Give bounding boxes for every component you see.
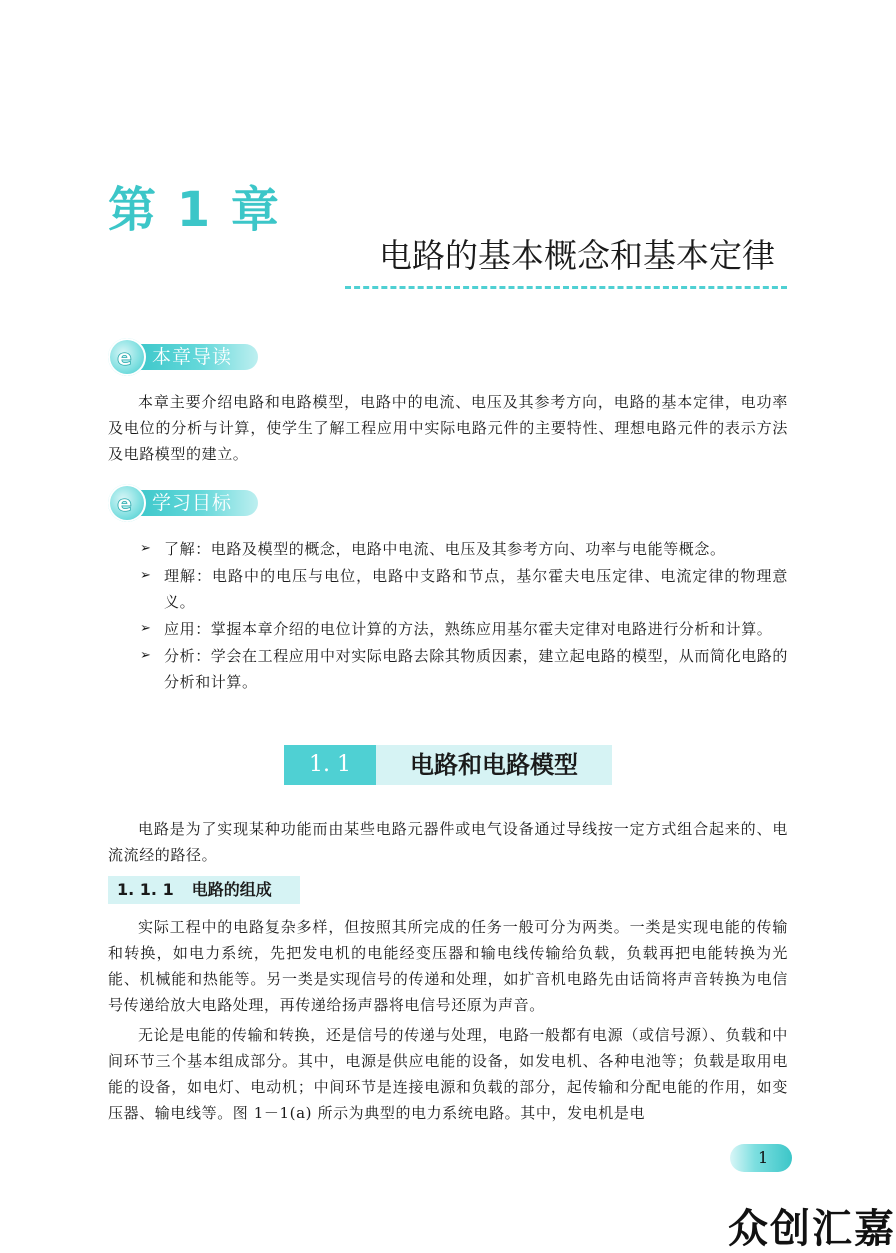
intro-badge: [108, 338, 308, 376]
section-number: 1. 1: [284, 745, 376, 785]
arrow-bullet-icon: ➢: [140, 541, 152, 556]
arrow-bullet-icon: ➢: [140, 568, 152, 583]
subsection-number: 1. 1. 1: [117, 880, 174, 899]
svg-text:e: e: [117, 346, 132, 371]
e-circle-icon: [108, 338, 146, 376]
chapter-label: 第 1 章: [108, 182, 281, 238]
objectives-list: [140, 536, 788, 696]
body-paragraph: 实际工程中的电路复杂多样，但按照其所完成的任务一般可分为两类。一类是实现电能的传输和转换，如电力系统，先把发电机的电能经变压器和输电线传输给负载，负载再把电能转换为光能、机械能和热能等。另一类是实现信号的传递和处理，如扩音机电路先由话筒将声音转换为电信号传递给放大电路处理，再传递给扬声器将电信号还原为声音。: [108, 918, 788, 1014]
section-title: 电路和电路模型: [376, 745, 612, 785]
subsection-heading: [108, 876, 300, 904]
chapter-title-dashed-rule: [345, 286, 787, 289]
subsection-title: 电路的组成: [191, 880, 272, 899]
body-paragraph: 无论是电能的传输和转换，还是信号的传递与处理，电路一般都有电源（或信号源）、负载和中间环节三个基本组成部分。其中，电源是供应电能的设备，如发电机、各种电池等；负载是取用电能的设备，如电灯、电动机；中间环节是连接电源和负载的部分，起传输和分配电能的作用，如变压器、输电线等。图 1－1(a) 所示为典型的电力系统电路。其中，发电机是电: [108, 1026, 788, 1122]
list-item: [140, 643, 788, 695]
list-item: [140, 563, 788, 615]
arrow-bullet-icon: ➢: [140, 621, 152, 636]
page-number: 1: [758, 1148, 769, 1167]
e-circle-icon: [108, 484, 146, 522]
objective-text: 理解：电路中的电压与电位，电路中支路和节点，基尔霍夫电压定律、电流定律的物理意义。: [164, 567, 788, 611]
intro-text: 本章主要介绍电路和电路模型，电路中的电流、电压及其参考方向，电路的基本定律，电功率及电位的分析与计算，使学生了解工程应用中实际电路元件的主要特性、理想电路元件的表示方法及电路模型的建立。: [108, 393, 788, 463]
objective-text: 应用：掌握本章介绍的电位计算的方法，熟练应用基尔霍夫定律对电路进行分析和计算。: [164, 620, 773, 638]
section-intro-text: 电路是为了实现某种功能而由某些电路元器件或电气设备通过导线按一定方式组合起来的、电流流经的路径。: [108, 820, 788, 864]
section-heading: [284, 745, 612, 785]
chapter-title: 电路的基本概念和基本定律: [379, 236, 775, 275]
list-item: [140, 616, 788, 642]
objectives-badge: [108, 484, 308, 522]
svg-text:e: e: [117, 492, 132, 517]
arrow-bullet-icon: ➢: [140, 648, 152, 663]
objective-text: 分析：学会在工程应用中对实际电路去除其物质因素，建立起电路的模型，从而简化电路的分析和计算。: [164, 647, 789, 691]
watermark: 众创汇嘉: [728, 1206, 896, 1252]
objectives-badge-label: 学习目标: [152, 492, 233, 514]
page-number-badge: [730, 1144, 792, 1172]
list-item: [140, 536, 788, 562]
intro-badge-label: 本章导读: [152, 346, 233, 368]
objective-text: 了解：电路及模型的概念，电路中电流、电压及其参考方向、功率与电能等概念。: [164, 540, 726, 558]
